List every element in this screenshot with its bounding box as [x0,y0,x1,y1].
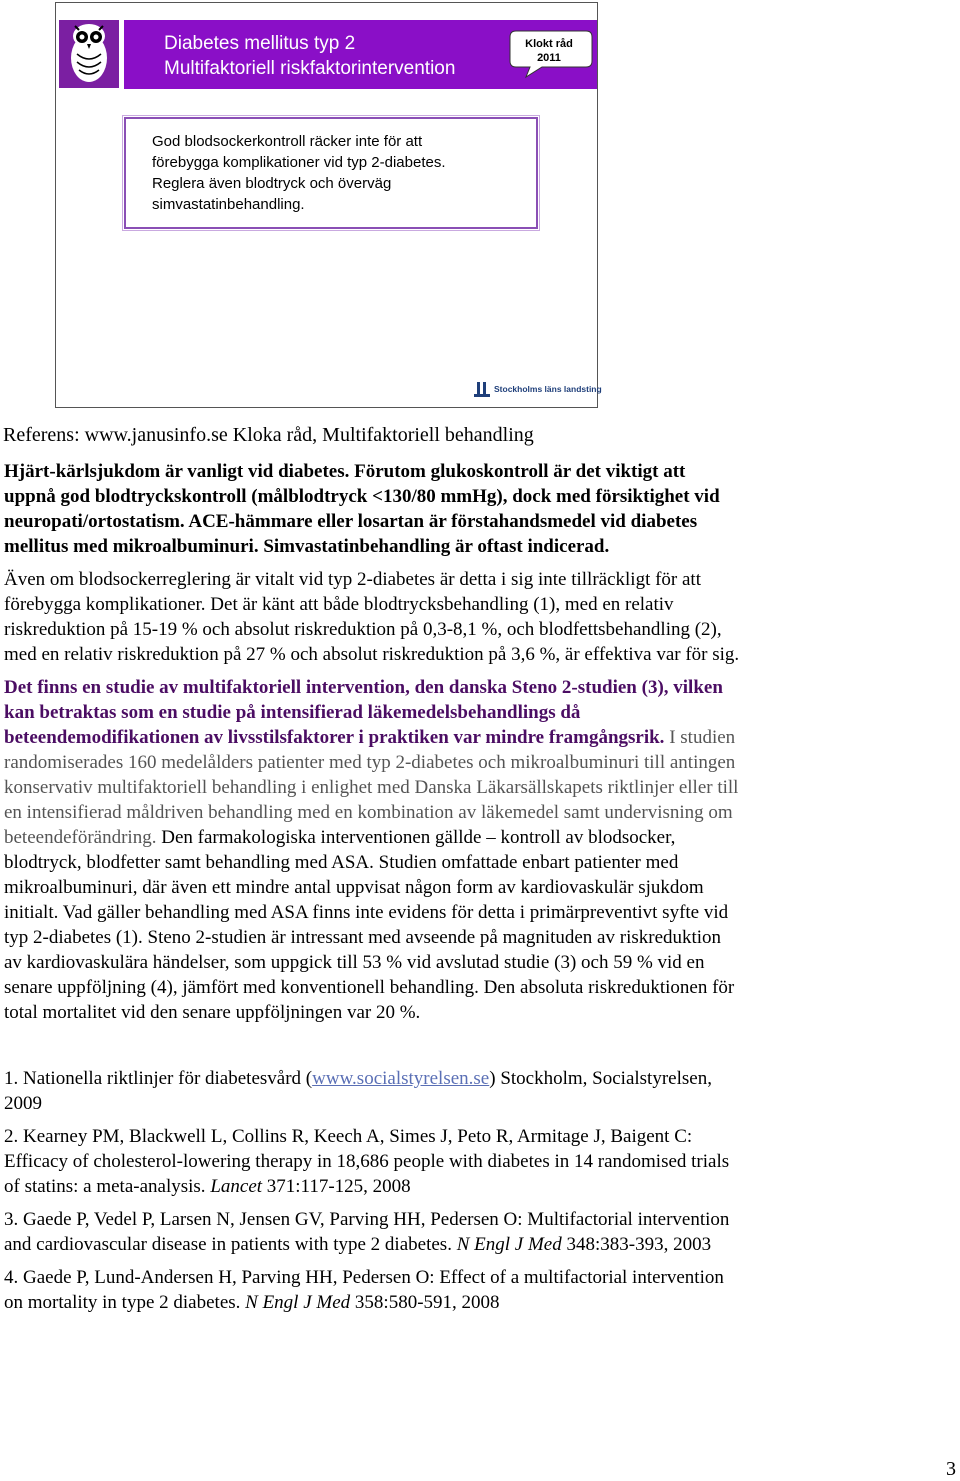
reference-line [4,1232,954,1257]
paragraph-2 [4,567,954,667]
journal-name: N Engl J Med [456,1234,562,1255]
paragraph-line: randomiserades 160 medelålders patienter med typ 2-diabetes och mikroalbuminuri till antingen [4,752,736,773]
paragraph-1 [4,459,954,559]
text-span: Den farmakologiska interventionen gällde – kontroll av blodsocker, [156,827,676,848]
reference-4 [4,1265,954,1315]
paragraph-line: mellitus med mikroalbuminuri. Simvastatinbehandling är oftast indicerad. [4,536,610,557]
paragraph-line: Det finns en studie av multifaktoriell intervention, den danska Steno 2-studien (3), vilken [4,677,723,698]
reference-2 [4,1124,954,1199]
paragraph-line: Även om blodsockerreglering är vitalt vid typ 2-diabetes är detta i sig inte tillräckligt för att [4,569,701,590]
paragraph-line: initialt. Vad gäller behandling med ASA finns inte evidens för detta i primärpreventivt syfte vid [4,902,729,923]
reference-line: Efficacy of cholesterol-lowering therapy in 18,686 people with diabetes in 14 randomised trials [4,1151,730,1172]
text-span: 1. Nationella riktlinjer för diabetesvård ( [4,1068,313,1089]
sll-logo-text: Stockholms läns landsting [494,384,602,394]
sll-logo [474,381,602,401]
owl-logo [59,20,119,88]
badge-year: 2011 [537,52,561,64]
text-span: and cardiovascular disease in patients with type 2 diabetes. [4,1234,457,1255]
paragraph-line: Hjärt-kärlsjukdom är vanligt vid diabetes. Förutom glukoskontroll är det viktigt att [4,461,686,482]
reference-1 [4,1066,954,1116]
paragraph-line: en intensifierad måldriven behandling med en kombination av läkemedel samt undervisning om [4,802,733,823]
callout-box [124,117,538,229]
text-span: of statins: a meta-analysis. [4,1176,211,1197]
slide-image [55,2,602,408]
text-span: ) Stockholm, Socialstyrelsen, [489,1068,712,1089]
journal-name: N Engl J Med [245,1292,351,1313]
referens-line: Referens: www.janusinfo.se Kloka råd, Multifaktoriell behandling [3,424,534,446]
journal-name: Lancet [210,1176,263,1197]
reference-line: 2009 [4,1093,42,1114]
slide-title-line-1: Diabetes mellitus typ 2 [164,33,356,54]
slide-title [164,31,455,81]
callout-line: God blodsockerkontroll räcker inte för att [152,133,423,150]
text-span: 358:580-591, 2008 [350,1292,500,1313]
sll-logo-icon [474,381,492,399]
reference-3 [4,1207,954,1257]
text-span: on mortality in type 2 diabetes. [4,1292,246,1313]
paragraph-line: uppnå god blodtryckskontroll (målblodtryck <130/80 mmHg), dock med försiktighet vid [4,486,720,507]
paragraph-line [4,825,954,850]
callout-line: Reglera även blodtryck och överväg [152,175,392,192]
text-span: 371:117-125, 2008 [262,1176,411,1197]
paragraph-line: med en relativ riskreduktion på 27 % och absolut riskreduktion på 3,6 %, är effektiva var för sig. [4,644,740,665]
reference-line [4,1290,954,1315]
socialstyrelsen-link[interactable]: www.socialstyrelsen.se [312,1068,490,1089]
paragraph-line: konservativ multifaktoriell behandling i enlighet med Danska Läkarsällskapets riktlinjer eller till [4,777,739,798]
slide-title-line-2: Multifaktoriell riskfaktorintervention [164,58,456,79]
paragraph-line [4,725,954,750]
reference-line: 3. Gaede P, Vedel P, Larsen N, Jensen GV, Parving HH, Pedersen O: Multifactorial intervention [4,1209,730,1230]
paragraph-line: senare uppföljning (4), jämfört med konventionell behandling. Den absoluta riskreduktionen för [4,977,735,998]
paragraph-line: blodtryck, blodfetter samt behandling med ASA. Studien omfattade enbart patienter med [4,852,679,873]
paragraph-line: av kardiovaskulära händelser, som uppgick till 53 % vid avslutad studie (3) och 59 % vid en [4,952,705,973]
reference-line: 2. Kearney PM, Blackwell L, Collins R, Keech A, Simes J, Peto R, Armitage J, Baigent C: [4,1126,693,1147]
owl-icon [59,20,119,88]
reference-line [4,1174,954,1199]
paragraph-line: riskreduktion på 15-19 % och absolut riskreduktion på 0,3-8,1 %, och blodfettsbehandling (2), [4,619,722,640]
paragraph-3 [4,675,954,1025]
callout-line: förebygga komplikationer vid typ 2-diabetes. [152,154,446,171]
text-span: 348:383-393, 2003 [561,1234,712,1255]
bold-span: beteendemodifikationen av livsstilsfaktorer i praktiken var mindre framgångsrik. [4,727,665,748]
paragraph-line: neuropati/ortostatism. ACE-hämmare eller losartan är förstahandsmedel vid diabetes [4,511,698,532]
text-span: I studien [664,727,736,748]
reference-line [4,1066,954,1091]
paragraph-line: typ 2-diabetes (1). Steno 2-studien är intressant med avseende på magnituden av riskreduktion [4,927,722,948]
paragraph-line: total mortalitet vid den senare uppföljningen var 20 %. [4,1002,421,1023]
paragraph-line: kan betraktas som en studie på intensifierad läkemedelsbehandlings då [4,702,581,723]
paragraph-line: förebygga komplikationer. Det är känt att både blodtrycksbehandling (1), med en relativ [4,594,674,615]
badge-text [518,37,580,65]
page-number: 3 [946,1458,956,1480]
text-span: beteendeförändring. [4,827,157,848]
callout-line: simvastatinbehandling. [152,196,305,213]
reference-line: 4. Gaede P, Lund-Andersen H, Parving HH, Pedersen O: Effect of a multifactorial intervention [4,1267,724,1288]
paragraph-line: mikroalbuminuri, där även ett mindre antal uppvisat någon form av kardiovaskulär sjukdom [4,877,704,898]
badge-label: Klokt råd [525,38,573,50]
